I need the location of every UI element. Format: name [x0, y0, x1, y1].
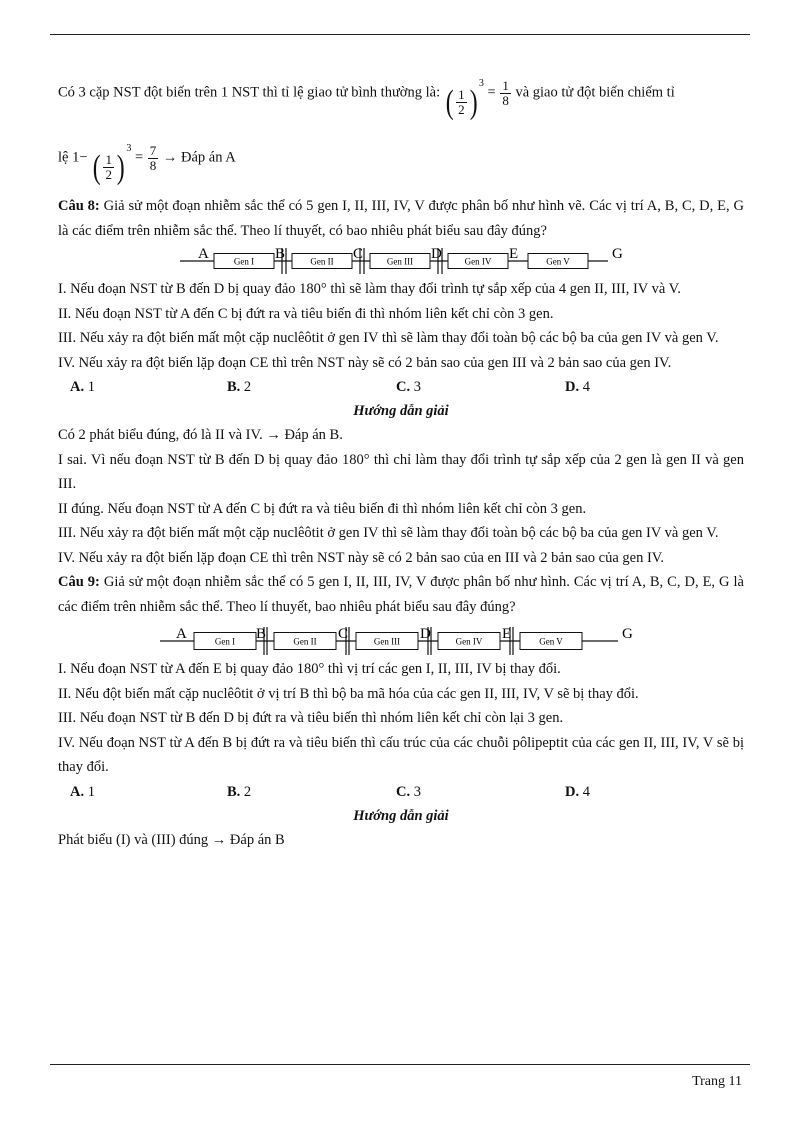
gene-label: Gen III — [373, 636, 401, 647]
point-label: D — [431, 246, 442, 262]
intro-text-2b: → Đáp án A — [162, 149, 236, 166]
q8-statement-4: IV. Nếu xảy ra đột biến lặp đoạn CE thì trên NST này sẽ có 2 bản sao của gen III và 2 bản sao của gen IV. — [58, 354, 672, 371]
q8-solution-1: Có 2 phát biểu đúng, đó là II và IV. → Đáp án B. — [58, 427, 343, 443]
q9-stem: Câu 9: Giả sử một đoạn nhiễm sắc thể có 5 gen I, II, III, IV, V được phân bố như hình. Các vị trí A, B, C, D, E, G là các điểm trên nhiễm sắc thể. Theo lí thuyết, bao nhiêu phát biểu sau đây đúng? — [58, 574, 744, 615]
q8-chromosome-diagram — [176, 243, 626, 277]
gene-label: Gen II — [293, 636, 317, 647]
q8-label: Câu 8: — [58, 198, 100, 214]
q8-option-b[interactable]: B. 2 — [227, 379, 252, 395]
q9-option-a[interactable]: A. 1 — [70, 783, 95, 800]
q8-solution-2: I sai. Vì nếu đoạn NST từ B đến D bị quay đảo 180° thì chỉ làm thay đổi trình tự sắp xếp của 2 gen là gen II và gen III. — [58, 451, 744, 492]
q8-guide-title: Hướng dẫn giải — [353, 403, 449, 419]
gene-label: Gen V — [546, 256, 570, 267]
gene-label: Gen V — [539, 636, 563, 647]
q8-solution-3: II đúng. Nếu đoạn NST từ A đến C bị đứt ra và tiêu biến đi thì nhóm liên kết chỉ còn 3 gen. — [58, 500, 587, 517]
intro-line-2: lệ 1− ( $\frac{1}{2}$ )$^3$ = $\frac{7}{8}$ → Đáp án A — [58, 124, 744, 192]
point-label: A — [198, 246, 209, 262]
intro-text-2a: lệ 1− — [58, 149, 88, 166]
page-number: Trang 11 — [692, 1074, 742, 1089]
q9-label: Câu 9: — [58, 574, 100, 590]
fraction-one-eighth: $\frac{1}{8}$ — [502, 77, 509, 108]
top-rule — [50, 34, 750, 35]
point-label: A — [176, 626, 187, 642]
point-label: B — [275, 246, 286, 262]
q8-option-d[interactable]: D. 4 — [565, 379, 590, 395]
point-label: E — [502, 626, 512, 642]
point-label: C — [338, 626, 349, 642]
q9-options — [58, 780, 744, 804]
q9-statement-3: III. Nếu đoạn NST từ B đến D bị đứt ra và tiêu biến thì nhóm liên kết chỉ còn lại 3 gen. — [58, 710, 564, 726]
q9-statement-4: IV. Nếu đoạn NST từ A đến B bị đứt ra và tiêu biến thì cấu trúc của các chuỗi pôlipeptit của các gen II, III, IV, V sẽ bị thay đổi. — [58, 734, 744, 775]
point-label: C — [353, 246, 364, 262]
q8-solution-4: III. Nếu xảy ra đột biến mất một cặp nuclêôtit ở gen IV thì sẽ làm thay đổi toàn bộ các bộ ba của gen IV và gen V. — [58, 525, 719, 541]
q8-option-a[interactable]: A. 1 — [70, 379, 95, 395]
q9-statement-2: II. Nếu đột biến mất cặp nuclêôtit ở vị trí B thì bộ ba mã hóa của các gen II, III, IV, V sẽ bị thay đổi. — [58, 685, 639, 702]
bottom-rule — [50, 1064, 750, 1065]
q8-option-c[interactable]: C. 3 — [396, 379, 421, 395]
q8-stem: Câu 8: Giả sử một đoạn nhiễm sắc thể có 5 gen I, II, III, IV, V được phân bố như hình vẽ. Các vị trí A, B, C, D, E, G là các điểm trên nhiễm sắc thể. Theo lí thuyết, có bao nhiêu phát biểu sau đây đúng? — [58, 198, 744, 239]
point-label: E — [509, 246, 519, 262]
q9-solution-1: Phát biểu (I) và (III) đúng → Đáp án B — [58, 831, 285, 848]
gene-label: Gen I — [214, 636, 236, 647]
q8-options — [58, 375, 744, 399]
intro-line-1 — [58, 62, 744, 124]
q9-statement-1: I. Nếu đoạn NST từ A đến E bị quay đảo 180° thì vị trí các gen I, II, III, IV bị thay đổi. — [58, 661, 561, 677]
page-content — [58, 62, 744, 852]
gene-label: Gen IV — [455, 636, 483, 647]
point-label: G — [612, 246, 623, 262]
q8-solution-5: IV. Nếu xảy ra đột biến lặp đoạn CE thì trên NST này sẽ có 2 bản sao của en III và 2 bản sao của gen IV. — [58, 549, 665, 566]
gene-label: Gen II — [310, 256, 334, 267]
intro-text-1b: và giao tử đột biến chiếm tỉ — [515, 84, 675, 101]
q8-statement-3: III. Nếu xảy ra đột biến mất một cặp nuclêôtit ở gen IV thì sẽ làm thay đổi toàn bộ các bộ ba của gen IV và gen V. — [58, 330, 719, 346]
point-label: G — [622, 626, 633, 642]
q8-statement-2: II. Nếu đoạn NST từ A đến C bị đứt ra và tiêu biến đi thì nhóm liên kết chỉ còn 3 gen. — [58, 305, 554, 322]
point-label: D — [420, 626, 431, 642]
equals-sign: = — [487, 84, 496, 101]
gene-label: Gen III — [386, 256, 414, 267]
point-label: B — [256, 626, 267, 642]
q9-option-d[interactable]: D. 4 — [565, 783, 590, 800]
q9-chromosome-diagram — [156, 619, 646, 657]
half-cubed-1: ( $\frac{1}{2}$ )$^3$ — [445, 78, 484, 121]
q9-guide-title: Hướng dẫn giải — [353, 807, 449, 824]
gene-label: Gen I — [233, 256, 255, 267]
half-cubed-2: ( $\frac{1}{2}$ )$^3$ — [92, 143, 132, 186]
q8-statement-1: I. Nếu đoạn NST từ B đến D bị quay đảo 180° thì sẽ làm thay đổi trình tự sắp xếp của 4 gen II, III, IV và V. — [58, 281, 681, 297]
fraction-seven-eighths: $\frac{7}{8}$ — [149, 142, 157, 173]
q9-option-c[interactable]: C. 3 — [396, 783, 421, 800]
gene-label: Gen IV — [464, 256, 492, 267]
q9-option-b[interactable]: B. 2 — [227, 783, 252, 800]
intro-text-1a: Có 3 cặp NST đột biến trên 1 NST thì tỉ lệ giao tử bình thường là: — [58, 84, 441, 101]
